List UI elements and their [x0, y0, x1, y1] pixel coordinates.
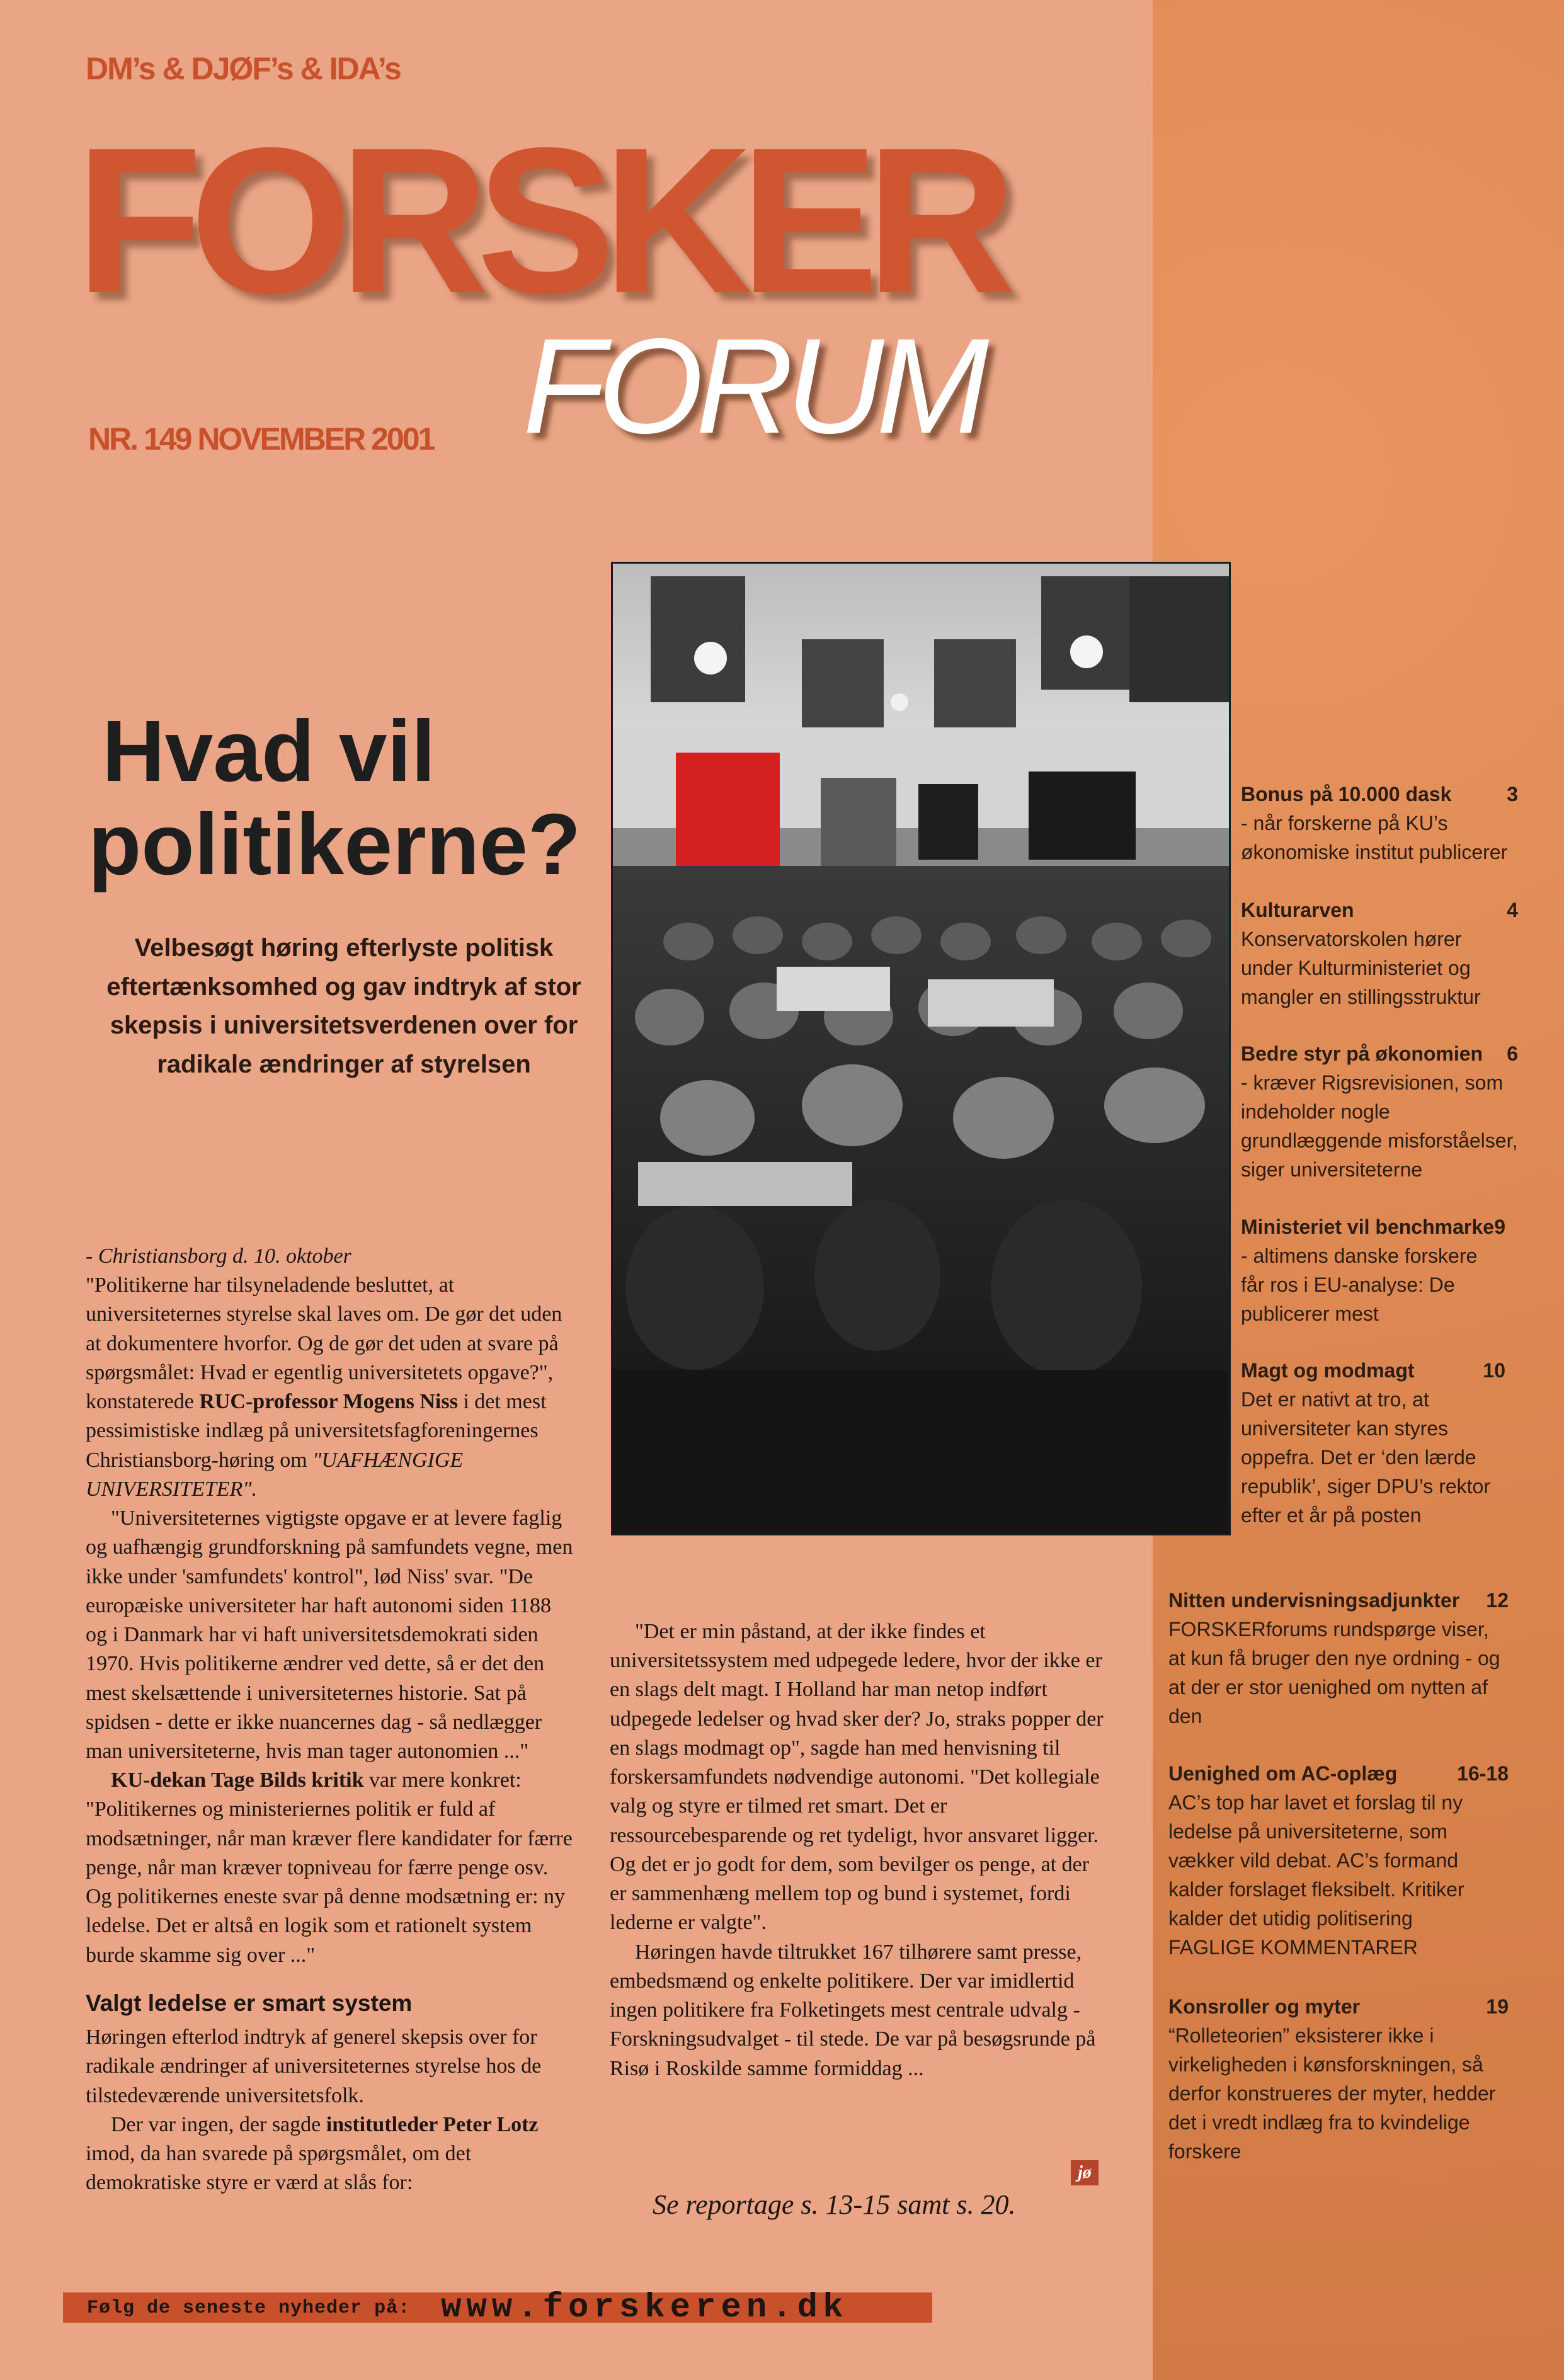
toc-item[interactable]: Bedre styr på økonomien 6 - kræver Rigsrevisionen, som indeholder nogle grundlæggende misforståelser, siger universiteterne: [1241, 1042, 1518, 1181]
section-heading: Valgt ledelse er smart system: [86, 1990, 413, 2016]
quoted-person: institutleder Peter Lotz: [326, 2112, 539, 2136]
follow-banner: [63, 2289, 932, 2327]
toc-item[interactable]: Nitten undervisningsadjunkter 12 FORSKERforums rundspørge viser, at kun få bruger den nye ordning - og at der er stor uenighed om nytten af den: [1168, 1589, 1509, 1728]
article-subheading: Velbesøgt høring efterlyste politisk eftertænksomhed og gav indtryk af stor skepsis i universitetsverdenen over for radikale ændringer af styrelsen: [106, 934, 581, 1078]
toc-item[interactable]: Magt og modmagt 10 Det er nativt at tro, at universiteter kan styres oppefra. Det er ‘den lærde republik’, siger DPU’s rektor efter et år på posten: [1241, 1359, 1505, 1527]
headline-line-2: politikerne?: [88, 795, 581, 893]
article-column-2: [610, 1617, 1107, 2083]
publishers-line: DM’s & DJØF’s & IDA’s: [86, 51, 401, 86]
article-column-1: [86, 1242, 577, 2198]
masthead-subtitle: FORUM: [523, 310, 982, 462]
paragraph-7: Høringen havde tiltrukket 167 tilhørere samt presse, embedsmænd og enkelte politikere. Der var imidlertid ingen politikere fra Folketingets mest centrale udvalg - Forskningsudvalget - til stede. De var på besøgsrunde på Risø i Roskilde samme formiddag ...: [610, 1940, 1096, 2080]
author-signature: jø: [1071, 2160, 1099, 2185]
website-link[interactable]: www.forskeren.dk: [441, 2289, 848, 2327]
paragraph-4: Høringen efterlod indtryk af generel skepsis over for radikale ændringer af universiteternes styrelse hos de tilstedeværende universitetsfolk.: [86, 2025, 542, 2107]
article-dateline: - Christiansborg d. 10. oktober: [86, 1244, 351, 1268]
issue-number: NR. 149 NOVEMBER 2001: [88, 421, 434, 457]
paragraph-2: "Universiteternes vigtigste opgave er at levere faglig og uafhængig grundforskning på samfundets vegne, men ikke under 'samfundets' kontrol", lød Niss' svar. "De europæiske universiteter har haft autonomi siden 1188 og i Danmark har vi haft universitetsdemokrati siden 1970. Hvis politikerne ændrer ved dette, så er det den mest skelsættende i universiteternes historie. Sat på spidsen - dette er ikke nuancernes dag - så nedlægger man universiteterne, hvis man tager autonomien ...": [86, 1506, 573, 1763]
quoted-person: RUC-professor Mogens Niss: [199, 1390, 458, 1414]
article-headline: [88, 705, 630, 891]
quoted-person: KU-dekan Tage Bilds kritik: [111, 1768, 364, 1792]
masthead-title: FORSKER: [76, 104, 1004, 336]
toc-item[interactable]: Konsroller og myter 19 “Rolleteorien” eksisterer ikke i virkeligheden i kønsforskningen, så derfor konstrueres der myter, hedder det i vredt indlæg fra to kvindelige forskere: [1168, 1995, 1509, 2163]
toc-item[interactable]: Ministeriet vil benchmarke 9 - altimens danske forskere får ros i EU-analyse: De publicerer mest: [1241, 1216, 1505, 1326]
hearing-photo: [611, 562, 1231, 1535]
follow-label: Følg de seneste nyheder på:: [87, 2297, 411, 2319]
toc-extra: FAGLIGE KOMMENTARER: [1168, 1936, 1418, 1959]
toc-item[interactable]: Bonus på 10.000 dask 3 - når forskerne på KU’s økonomiske institut publicerer: [1241, 783, 1518, 864]
headline-line-1: Hvad vil: [102, 703, 436, 800]
hearing-title: "UAFHÆNGIGE UNIVERSITETER".: [86, 1448, 464, 1501]
toc-item[interactable]: Uenighed om AC-oplæg 16-18 AC’s top har lavet et forslag til ny ledelse på universiteterne, som vækker vild debat. AC’s formand kalder forslaget fleksibelt. Kritiker kalder det utidig politisering FAGLIGE KOMMENTARER: [1168, 1759, 1509, 1962]
toc-item[interactable]: Kulturarven 4 Konservatorskolen hører under Kulturministeriet og mangler en stillingsstruktur: [1241, 899, 1518, 1009]
see-also-note: Se reportage s. 13-15 samt s. 20.: [653, 2189, 1016, 2220]
paragraph-5: Der var ingen, der sagde institutleder Peter Lotz imod, da han svarede på spørgsmålet, om det demokratiske styre er værd at slås for:: [86, 2112, 539, 2195]
paragraph-6: "Det er min påstand, at der ikke findes et universitetssystem med udpegede ledere, hvor der ikke er en slags delt magt. I Holland har man netop indført udpegede ledelser og hvad sker der? Jo, straks popper der en slags modmagt op", sagde han med henvisning til forskersamfundets nødvendige autonomi. "Det kollegiale valg og styre er tilmed ret smart. Det er ressourcebesparende og ret tydeligt, hvor ansvaret ligger. Og det er jo godt for dem, som bevilger os penge, at der er sammenhæng mellem top og bund i systemet, fordi lederne er valgte".: [610, 1620, 1104, 1935]
paragraph-1: "Politikerne har tilsyneladende besluttet, at universiteternes styrelse skal laves om. De gør det uden at dokumentere hvorfor. Og de gør det uden at svare på spørgsmålet: Hvad er egentlig universitetets opgave?", konstaterede RUC-professor Mogens Niss i det mest pessimistiske indlæg på universitetsfagforeningernes Christiansborg-høring om "UAFHÆNGIGE UNIVERSITETER".: [86, 1273, 562, 1501]
paragraph-3: KU-dekan Tage Bilds kritik var mere konkret: "Politikernes og ministeriernes politik er fuld af modsætninger, når man kræver flere kandidater for færre penge, når man kræver topniveau for færre penge osv. Og politikernes eneste svar på denne modsætning er: ny ledelse. Det er altså en logik som et rationelt system burde skamme sig over ...": [86, 1768, 573, 1967]
